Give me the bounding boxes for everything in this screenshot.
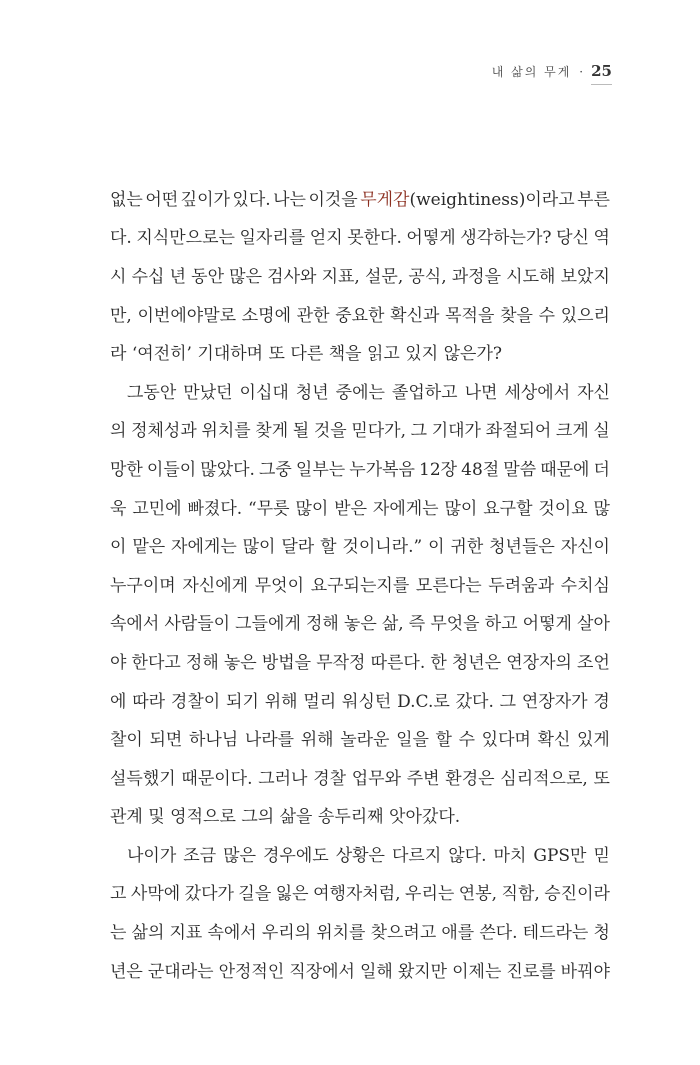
word: 욱 bbox=[110, 498, 127, 519]
word: 하나님 bbox=[188, 730, 239, 751]
word: 사람들이 bbox=[164, 614, 231, 635]
word: 조금 bbox=[183, 845, 217, 866]
word: 만났던 bbox=[183, 382, 233, 403]
word: 직장에서 bbox=[289, 961, 355, 982]
word: 놓은 bbox=[343, 614, 377, 635]
text-line bbox=[110, 294, 610, 333]
word: 관한 bbox=[296, 305, 330, 326]
word: 진로를 bbox=[506, 961, 556, 982]
word: 일해 bbox=[359, 961, 393, 982]
word: 확신 bbox=[537, 730, 571, 751]
word: 송두리째 bbox=[317, 807, 384, 828]
word: 찾게 bbox=[255, 421, 289, 442]
word: 경찰 bbox=[313, 768, 347, 789]
word: 지표, bbox=[321, 266, 360, 287]
word: 기대하며 bbox=[197, 344, 264, 365]
word: 길을 bbox=[238, 884, 272, 905]
text-line bbox=[110, 410, 610, 449]
word: 설문, bbox=[364, 266, 404, 287]
word: 많 bbox=[593, 498, 610, 519]
page-number: 25 bbox=[591, 62, 612, 85]
word: ‘여전히’ bbox=[131, 344, 192, 365]
word: 만, bbox=[110, 305, 132, 326]
text-line bbox=[110, 680, 610, 719]
word: 많이 bbox=[242, 537, 276, 558]
word: 좌절되어 bbox=[485, 421, 552, 442]
word: 나라를 bbox=[244, 730, 295, 751]
word: 다르지 bbox=[391, 845, 442, 866]
word: 지식만으로는 bbox=[136, 228, 235, 249]
word: 많았다. bbox=[200, 459, 255, 480]
word: 말씀 bbox=[503, 459, 537, 480]
word: 무작정 bbox=[316, 652, 366, 673]
word: 목적을 bbox=[445, 305, 495, 326]
word: 무엇을 bbox=[430, 614, 480, 635]
word: 것이니라.” bbox=[342, 537, 423, 558]
word: 되기 bbox=[226, 691, 259, 712]
word: 중에는 bbox=[335, 382, 385, 403]
word: 위치를 bbox=[316, 923, 366, 944]
word: 많은 bbox=[223, 845, 256, 866]
word: 믿다가, bbox=[351, 421, 406, 442]
word: 자신이 bbox=[560, 537, 610, 558]
word: 그중 bbox=[259, 459, 292, 480]
word: 일부는 bbox=[295, 459, 346, 480]
word: 자에게는 bbox=[372, 498, 439, 519]
word: 영적으로 bbox=[170, 807, 236, 828]
word: 소명에 bbox=[241, 305, 291, 326]
text-line bbox=[110, 834, 610, 873]
word: 되면 bbox=[149, 730, 183, 751]
word: 년은 bbox=[110, 961, 143, 982]
word: GPS만 bbox=[533, 845, 587, 866]
word: 테드라는 bbox=[522, 923, 589, 944]
word: 연봉, bbox=[458, 884, 498, 905]
word: 크게 bbox=[555, 421, 589, 442]
word: 어떻게 bbox=[406, 228, 456, 249]
word: 보았지 bbox=[560, 266, 610, 287]
text-line bbox=[110, 950, 610, 989]
word: 깊이가 bbox=[180, 189, 230, 210]
word: 이것을 bbox=[308, 189, 358, 210]
word: 한다고 bbox=[131, 652, 181, 673]
word: 더 bbox=[593, 459, 610, 480]
word: 할 bbox=[435, 730, 452, 751]
text-line bbox=[110, 487, 610, 526]
word: 승진이라 bbox=[544, 884, 610, 905]
text-line bbox=[110, 718, 610, 757]
text-line bbox=[110, 641, 610, 680]
word: 요구할 bbox=[483, 498, 533, 519]
word: 일자리를 bbox=[239, 228, 306, 249]
word: 생각하는가? bbox=[460, 228, 552, 249]
text-line bbox=[110, 564, 610, 603]
text-line bbox=[110, 603, 610, 642]
word: 및 bbox=[148, 807, 165, 828]
word: 자신에게 bbox=[182, 575, 249, 596]
word: 삶의 bbox=[131, 923, 165, 944]
text-line bbox=[110, 255, 610, 294]
text-line bbox=[110, 757, 610, 796]
word: 즉 bbox=[408, 614, 426, 635]
word: 많이 bbox=[295, 498, 329, 519]
word: 따라 bbox=[132, 691, 166, 712]
word: 마치 bbox=[493, 845, 527, 866]
word: 당신 bbox=[556, 228, 589, 249]
word: 12장 bbox=[419, 459, 458, 480]
word: 과정을 bbox=[451, 266, 502, 287]
word: 경 bbox=[593, 691, 610, 712]
word: 갔다가 bbox=[184, 884, 234, 905]
word: 지표 bbox=[169, 923, 203, 944]
text-line bbox=[110, 525, 610, 564]
word: 이 bbox=[110, 537, 127, 558]
word: 자에게는 bbox=[171, 537, 237, 558]
word: 그의 bbox=[241, 807, 275, 828]
word: 이십대 bbox=[239, 382, 289, 403]
body-text bbox=[110, 178, 610, 988]
word: 못한다. bbox=[347, 228, 402, 249]
word: 중요한 bbox=[335, 305, 385, 326]
word: 라 bbox=[110, 344, 127, 365]
word: 청년들은 bbox=[489, 537, 555, 558]
word: 있지 bbox=[405, 344, 439, 365]
word: 고 bbox=[110, 884, 127, 905]
word: 일을 bbox=[396, 730, 429, 751]
word: 공식, bbox=[408, 266, 447, 287]
word: 실 bbox=[593, 421, 610, 442]
word: 누가복음 bbox=[349, 459, 415, 480]
word: 나면 bbox=[464, 382, 498, 403]
word: 달라 bbox=[281, 537, 315, 558]
word: 주변 bbox=[406, 768, 440, 789]
word: 방법을 bbox=[261, 652, 312, 673]
word: 할 bbox=[320, 537, 337, 558]
running-header bbox=[492, 62, 612, 85]
word: 책을 bbox=[328, 344, 362, 365]
word: 정체성과 bbox=[131, 421, 197, 442]
word: 또 bbox=[268, 344, 285, 365]
word: 쓴다. bbox=[479, 923, 518, 944]
word: 모른다는 bbox=[415, 575, 482, 596]
text-line bbox=[110, 448, 610, 487]
word: 48절 bbox=[461, 459, 500, 480]
word: 빠졌다. bbox=[187, 498, 243, 519]
word: 이제는 bbox=[452, 961, 502, 982]
text-line bbox=[110, 873, 610, 912]
word: 기대가 bbox=[431, 421, 481, 442]
text-line bbox=[110, 178, 610, 217]
word: 조언 bbox=[577, 652, 610, 673]
word: 수십 bbox=[131, 266, 165, 287]
word: 고민에 bbox=[132, 498, 182, 519]
word: 연장자가 bbox=[521, 691, 588, 712]
word: 위해 bbox=[300, 730, 334, 751]
word: 그러나 bbox=[258, 768, 308, 789]
word: D.C.로 bbox=[397, 691, 450, 712]
word: 무엇이 bbox=[254, 575, 305, 596]
word: 않다. bbox=[448, 845, 487, 866]
word: 다른 bbox=[290, 344, 324, 365]
word: 청년 bbox=[295, 382, 329, 403]
word: 수치심 bbox=[560, 575, 610, 596]
word: 졸업하고 bbox=[391, 382, 458, 403]
word: 귀한 bbox=[450, 537, 484, 558]
word: 것을 bbox=[313, 421, 347, 442]
word: 자신 bbox=[577, 382, 610, 403]
word: 경찰이 bbox=[170, 691, 221, 712]
word: 이 bbox=[428, 537, 445, 558]
word: 는 bbox=[110, 923, 127, 944]
word: 다. bbox=[110, 228, 132, 249]
word: 나는 bbox=[273, 189, 306, 210]
word: 두려움과 bbox=[488, 575, 554, 596]
word: 그 bbox=[410, 421, 428, 442]
word: 따른다. bbox=[370, 652, 426, 673]
word: 그동안 bbox=[127, 382, 177, 403]
word: 살아 bbox=[577, 614, 610, 635]
running-title: 내 삶의 무게 bbox=[491, 65, 572, 79]
word: 정해 bbox=[305, 614, 339, 635]
word: 받은 bbox=[334, 498, 368, 519]
running-separator: · bbox=[579, 65, 584, 79]
word: 부른 bbox=[577, 189, 610, 210]
word: 환경은 bbox=[445, 768, 495, 789]
word: 시 bbox=[110, 266, 127, 287]
word: 시도해 bbox=[506, 266, 556, 287]
word: 수 bbox=[458, 730, 476, 751]
word: 될 bbox=[292, 421, 310, 442]
word: 군대라는 bbox=[147, 961, 214, 982]
text-line bbox=[110, 796, 610, 835]
word: 그 bbox=[499, 691, 517, 712]
word: (weightiness)이라고 bbox=[409, 189, 575, 210]
word: 사막에 bbox=[130, 884, 181, 905]
word: 위치를 bbox=[201, 421, 251, 442]
word: 워싱턴 bbox=[342, 691, 392, 712]
word: 상황은 bbox=[335, 845, 385, 866]
word: 동안 bbox=[191, 266, 225, 287]
word: 얻지 bbox=[309, 228, 343, 249]
word: 위해 bbox=[264, 691, 298, 712]
word: 잃은 bbox=[275, 884, 309, 905]
word: 청년은 bbox=[451, 652, 502, 673]
word: 또 bbox=[593, 768, 610, 789]
word: 것이요 bbox=[538, 498, 588, 519]
word: 속에서 bbox=[110, 614, 160, 635]
word: 애를 bbox=[441, 923, 475, 944]
word: 하고 bbox=[484, 614, 518, 635]
word: 많이 bbox=[444, 498, 478, 519]
word: 망한 bbox=[110, 459, 143, 480]
word: 앗아갔다. bbox=[389, 807, 461, 828]
word: 멀리 bbox=[303, 691, 337, 712]
word: 갔다. bbox=[455, 691, 494, 712]
word: 여행자처럼, bbox=[313, 884, 401, 905]
word: 한 bbox=[430, 652, 447, 673]
word: 없는 bbox=[110, 189, 143, 210]
word: 이번에야말로 bbox=[137, 305, 237, 326]
word: 요구되는지를 bbox=[310, 575, 410, 596]
word: 놀라운 bbox=[340, 730, 390, 751]
word: 있으리 bbox=[560, 305, 610, 326]
word: 찾으려고 bbox=[370, 923, 437, 944]
word: 세상에서 bbox=[504, 382, 571, 403]
highlighted-term: 무게감(weightiness)이라고 bbox=[360, 189, 575, 210]
word: 수 bbox=[538, 305, 556, 326]
word: 많은 bbox=[229, 266, 263, 287]
text-line bbox=[110, 332, 610, 371]
word: 찰이 bbox=[110, 730, 143, 751]
word: 년 bbox=[169, 266, 187, 287]
word: 나이가 bbox=[127, 845, 177, 866]
word: 있다며 bbox=[481, 730, 531, 751]
word: 읽고 bbox=[367, 344, 400, 365]
word: 의 bbox=[110, 421, 127, 442]
word: 설득했기 bbox=[110, 768, 176, 789]
word: 때문이다. bbox=[181, 768, 253, 789]
word: 삶, bbox=[381, 614, 404, 635]
word: 그들에게 bbox=[235, 614, 301, 635]
word: 심리적으로, bbox=[500, 768, 588, 789]
word: 어떤 bbox=[145, 189, 179, 210]
word: 놓은 bbox=[223, 652, 257, 673]
word: 정해 bbox=[185, 652, 219, 673]
text-line bbox=[110, 911, 610, 950]
word: 경우에도 bbox=[263, 845, 329, 866]
word: 청 bbox=[593, 923, 610, 944]
word: 야 bbox=[110, 652, 127, 673]
word: 믿 bbox=[593, 845, 610, 866]
text-line bbox=[110, 217, 610, 256]
word: 업무와 bbox=[351, 768, 402, 789]
word: 연장자의 bbox=[506, 652, 572, 673]
word: 이들이 bbox=[146, 459, 197, 480]
word: “무릇 bbox=[248, 498, 290, 519]
word: 에 bbox=[110, 691, 127, 712]
word: 있게 bbox=[577, 730, 610, 751]
word: 바꿔야 bbox=[560, 961, 610, 982]
word: 때문에 bbox=[540, 459, 590, 480]
word: 역 bbox=[593, 228, 610, 249]
word: 안정적인 bbox=[218, 961, 285, 982]
word: 검사와 bbox=[267, 266, 317, 287]
word: 관계 bbox=[110, 807, 143, 828]
word: 우리의 bbox=[261, 923, 312, 944]
word: 왔지만 bbox=[397, 961, 448, 982]
text-line bbox=[110, 371, 610, 410]
word: 확신과 bbox=[390, 305, 440, 326]
word: 속에서 bbox=[207, 923, 257, 944]
word: 있다. bbox=[232, 189, 271, 210]
word: 삶을 bbox=[279, 807, 313, 828]
word: 맡은 bbox=[132, 537, 166, 558]
word: 우리는 bbox=[405, 884, 455, 905]
word: 직함, bbox=[501, 884, 540, 905]
word: 않은가? bbox=[443, 344, 502, 365]
word: 누구이며 bbox=[110, 575, 176, 596]
word: 찾을 bbox=[500, 305, 533, 326]
word: 어떻게 bbox=[522, 614, 572, 635]
